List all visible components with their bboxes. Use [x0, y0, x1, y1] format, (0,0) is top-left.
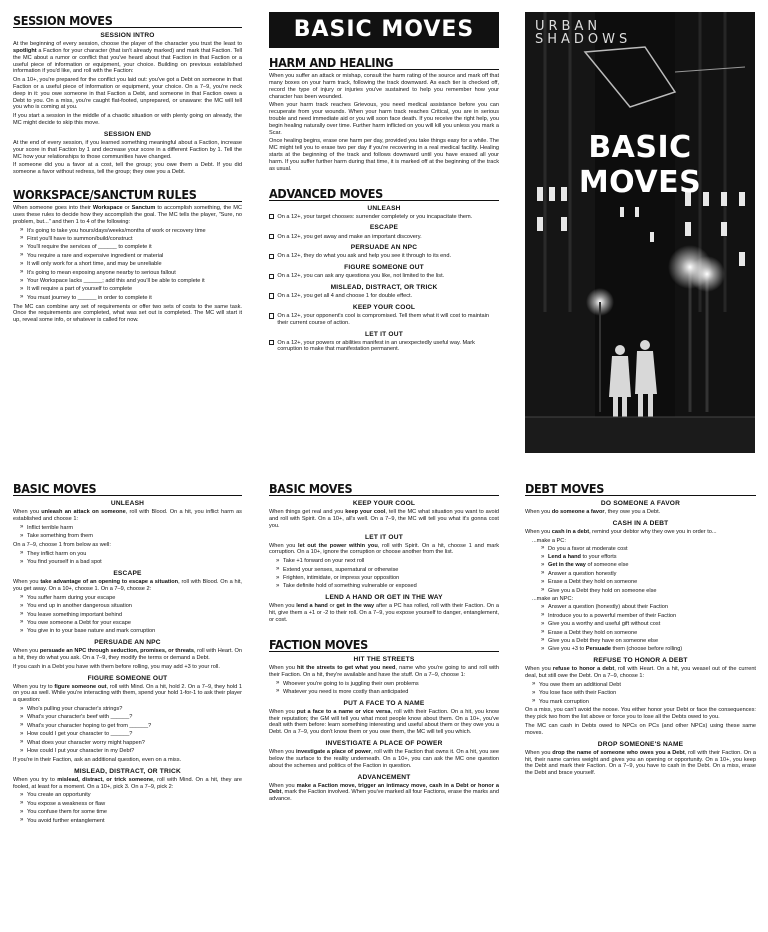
pc-label: ...make a PC: — [532, 537, 566, 544]
list-item: » Extend your senses, supernatural or otherwise — [276, 567, 499, 574]
list-item: » Give you a worthy and useful gift without cost — [541, 621, 756, 628]
list-item: » Erase a Debt they hold on someone — [541, 579, 756, 586]
unleash-options — [20, 525, 242, 540]
session-end-text: At the end of every session, if you learned something meaningful about a Faction, increase your score in that Faction by 1 and decrease your score in a different Faction by 1. Tell the MC how your relationships to those communities have changed. — [13, 139, 242, 160]
adv-cool-checkbox-row[interactable]: On a 12+, your opponent's cool is compromised. Tell them what it will cost to maintain their current course of action. — [269, 313, 499, 327]
mislead-options — [20, 792, 242, 824]
unleash-mid: On a 7–9, choose 1 from below as well: — [13, 542, 111, 548]
list-item: » You expose a weakness or flaw — [20, 801, 242, 808]
list-item: » First you'll have to summon/build/construct — [20, 236, 242, 243]
list-item: » Do you a favor at moderate cost — [541, 546, 756, 553]
face-name-text: When you put a face to a name or vice versa, roll with their Faction. On a hit, you know their reputation; the GM will tell you what most people know about them. On a 10+, you've dealt with them before: learn something interesting and useful about them or they owe you a Debt. On a 7–9, you don't know them or you owe them, the MC will tell you which. — [269, 708, 499, 736]
drop-name-title: DROP SOMEONE'S NAME — [597, 740, 684, 748]
list-item: » Inflict terrible harm — [20, 525, 242, 532]
figure-faction-note: If you're in their Faction, ask an additional question, even on a miss. — [13, 756, 182, 763]
list-item: » You owe someone a Debt for your escape — [20, 620, 242, 627]
list-item: » You give in to your base nature and mark corruption — [20, 628, 242, 635]
list-item: » Give you a Debt they hold on someone else — [541, 588, 756, 595]
harm-text-2: When your harm track reaches Grievous, you need medical assistance before you can recuperate from your wounds. When your harm track reaches Critical, you are in serious trouble and need immediate aid or you will soon face death. If you receive the right help, you begin healing naturally over time. Further harm inflicted on you will kill you unless you mark a Scar. — [269, 102, 499, 136]
checkbox[interactable] — [269, 274, 274, 279]
cash-in-text: When you cash in a debt, remind your debtor why they owe you in order to... — [525, 529, 717, 535]
lend-hand-title: LEND A HAND OR GET IN THE WAY — [325, 594, 443, 602]
list-item: » Give you a Debt they have on someone else — [541, 638, 756, 645]
list-item: » How could I get your character to ______? — [20, 731, 242, 738]
list-item: » It's going to take you hours/days/weeks/months of work or recovery time — [20, 228, 242, 235]
adv-title: FIGURE SOMEONE OUT — [344, 264, 424, 272]
adv-figure-checkbox-row[interactable]: On a 12+, you can ask any questions you like, not limited to the list. — [269, 273, 499, 280]
list-item: » Get in the way of someone else — [541, 562, 756, 569]
list-item: » You suffer harm during your escape — [20, 595, 242, 602]
npc-options — [541, 604, 756, 653]
faction-moves-heading: FACTION MOVES — [269, 638, 499, 652]
cover-image — [525, 12, 755, 453]
list-item: » Give you +3 to Persuade them (choose before rolling) — [541, 646, 756, 653]
list-item: » Your Workspace lacks ______; add this and you'll be able to complete it — [20, 278, 242, 285]
hit-streets-title: HIT THE STREETS — [353, 655, 415, 663]
list-item: » You'll require the services of ______ to complete it — [20, 244, 242, 251]
list-item: » What's your character's beef with ______? — [20, 714, 242, 721]
figure-questions — [20, 706, 242, 755]
list-item: » You owe them an additional Debt — [532, 682, 756, 689]
npc-label: ...make an NPC: — [532, 596, 574, 603]
refuse-honor-text: When you refuse to honor a debt, roll with Heart. On a hit, you weasel out of the current deal, but still owe the Debt. On a 7–9, choose 1: — [525, 666, 756, 679]
do-favor-text: When you do someone a favor, they owe you a Debt. — [525, 509, 661, 516]
list-item: » You find yourself in a bad spot — [20, 559, 242, 566]
checkbox[interactable] — [269, 340, 274, 345]
let-it-out-options — [276, 558, 499, 590]
list-item: » It will only work for a short time, and may be unreliable — [20, 261, 242, 268]
cover-title: BASIC MOVES — [578, 130, 702, 200]
session-end-title: SESSION END — [103, 130, 152, 138]
checkbox[interactable] — [269, 313, 274, 318]
basic-moves-heading: BASIC MOVES — [13, 482, 242, 496]
unleash-options-2 — [20, 551, 242, 566]
adv-persuade-checkbox-row[interactable]: On a 12+, they do what you ask and help you see it through to its end. — [269, 253, 499, 260]
adv-unleash-checkbox-row[interactable]: On a 12+, your target chooses: surrender completely or you incapacitate them. — [269, 214, 499, 221]
checkbox[interactable] — [269, 214, 274, 219]
list-item: » You mark corruption — [532, 699, 756, 706]
checkbox[interactable] — [269, 234, 274, 239]
place-of-power-title: INVESTIGATE A PLACE OF POWER — [325, 740, 443, 748]
place-of-power-text: When you investigate a place of power, roll with the Faction that owns it. On a hit, you see below the surface to the reality underneath. On a 10+, you can ask the MC one question about the schemes and politics of the Faction in question. — [269, 749, 500, 769]
adv-letout-checkbox-row[interactable]: On a 12+, your powers or abilities manifest in an unexpectedly useful way. Mark corruption to make that manifestation permanent. — [269, 340, 499, 354]
workspace-heading: WORKSPACE/SANCTUM RULES — [13, 188, 242, 202]
debt-moves-heading: DEBT MOVES — [525, 482, 756, 496]
adv-title: ESCAPE — [369, 224, 399, 232]
list-item: » Answer a question (honestly) about their Faction — [541, 604, 756, 611]
escape-title: ESCAPE — [113, 570, 142, 578]
list-item: » Erase a Debt they hold on someone — [541, 630, 756, 637]
basic-moves-column-2 — [269, 482, 499, 805]
adv-escape-checkbox-row[interactable]: On a 12+, you get away and make an important discovery. — [269, 234, 499, 241]
persuade-title: PERSUADE AN NPC — [94, 639, 161, 647]
keep-cool-text: When things get real and you keep your cool, tell the MC what situation you want to avoid and roll with Spirit. On a 10+, all's well. On a 7–9, the MC will tell you what it's gonna cost you. — [269, 509, 499, 529]
list-item: » You leave something important behind — [20, 612, 242, 619]
drop-name-text: When you drop the name of someone who owes you a Debt, roll with their Faction. On a hit, their name carries weight and gives you an opening or opportunity. On a 10+, you keep the Debt and mark their Faction. On a 7–9, you have to cash in the Debt. On a miss, erase the Debt and brace yourself. — [525, 749, 756, 777]
escape-options — [20, 595, 242, 635]
session-intro-results: On a 10+, you're prepared for the conflict you laid out: you've got a Debt on someone in that Faction or a useful piece of information or equipment, your choice. On a 7–9, you're neck deep in it: you owe someone in that Faction a Debt, and someone in that Faction owes a Debt to you. On a miss, you're caught flat-footed, unprepared, or unaware: the MC will tell you who is coming at you. — [13, 77, 242, 111]
persuade-text: When you persuade an NPC through seduction, promises, or threats, roll with Heart. On a hit, they do what you ask. On a 7–9, they modify the terms or demand a Debt. — [13, 648, 242, 661]
basic-moves-column-1 — [13, 482, 242, 826]
mislead-text: When you try to mislead, distract, or trick someone, roll with Mind. On a hit, they are fooled, at least for a moment. On a 10+, pick 3. On a 7–9, pick 2: — [13, 776, 242, 790]
list-item: » You lose face with their Faction — [532, 690, 756, 697]
city-night-illustration — [525, 12, 755, 453]
session-column — [13, 14, 242, 326]
persuade-debt: If you cash in a Debt you have with them before rolling, you may add +3 to your roll. — [13, 663, 220, 670]
list-item: » You require a rare and expensive ingredient or material — [20, 253, 242, 260]
list-item: » Whoever you're going to is juggling their own problems — [276, 681, 499, 688]
lend-hand-text: When you lend a hand or get in the way after a PC has rolled, roll with their Faction. On a hit, give them a +1 or -2 to their roll. On a 7–9, you expose yourself to danger, entanglement, or cost. — [269, 603, 499, 623]
let-it-out-title: LET IT OUT — [365, 533, 403, 541]
adv-title: KEEP YOUR COOL — [352, 303, 416, 311]
session-intro-title: SESSION INTRO — [100, 32, 155, 40]
list-item: » You end up in another dangerous situation — [20, 603, 242, 610]
cash-in-title: CASH IN A DEBT — [612, 519, 669, 527]
hit-streets-text: When you hit the streets to get what you need, name who you're going to and roll with their Faction. On a hit, they're available and have the stuff. On a 7–9, choose 1: — [269, 664, 499, 678]
workspace-outro: The MC can combine any set of requirements or offer two sets of costs to the same task. Once the requirements are completed, what was set out is completed. The MC will start it up, reveal some info, or whatever is called for now. — [13, 303, 242, 324]
list-item: » Who's pulling your character's strings? — [20, 706, 242, 713]
hit-streets-options — [276, 681, 499, 696]
checkbox[interactable] — [269, 293, 274, 298]
refuse-miss-text: On a miss, you can't avoid the noose. You either honor your Debt or face the consequences: they pick two from the list above or force you to lose all the Debts owed to you. — [525, 707, 756, 721]
adv-mislead-checkbox-row[interactable]: On a 12+, you get all 4 and choose 1 for double effect. — [269, 293, 499, 300]
harm-text-1: When you suffer an attack or mishap, consult the harm rating of the source and mark off that many boxes on your harm track, following the track downward. As each tier is checked off, record the type of injury or injuries you've sustained to help you remember how your character has been wounded. — [269, 73, 499, 100]
let-it-out-text: When you let out the power within you, roll with Spirit. On a hit, choose 1 and mark corruption. On a 10+, ignore the corruption or choose another from the list. — [269, 542, 500, 556]
urban-shadows-logo: URBAN SHADOWS — [535, 19, 632, 47]
keep-cool-title: KEEP YOUR COOL — [352, 500, 416, 508]
harm-text-3: Once healing begins, erase one harm per day, provided you take things easy for a while. The MC might tell you to erase two per day if you're recovering in a real medical facility. Healing starts at the beginning of the track and follows downward until you have erased all your harm. If you suffer further harm during that time, it is marked off at the beginning of the track as usual. — [269, 138, 499, 172]
advancement-text: When you make a Faction move, trigger an intimacy move, cash in a Debt or honor a Debt, mark the Faction involved. When you've marked all four Factions, erase the marks and advance. — [269, 782, 499, 803]
list-item: » Frighten, intimidate, or impress your opposition — [276, 575, 499, 582]
list-item: » Answer a question honestly — [541, 571, 756, 578]
escape-text: When you take advantage of an opening to escape a situation, roll with Blood. On a hit, you get away. On a 10+, choose 1. On a 7–9, choose 2: — [13, 579, 242, 592]
harm-healing-heading: HARM AND HEALING — [269, 56, 499, 70]
list-item: » It's going to mean exposing anyone nearby to serious fallout — [20, 270, 242, 277]
session-moves-heading: SESSION MOVES — [13, 14, 242, 28]
face-name-title: PUT A FACE TO A NAME — [343, 699, 425, 707]
refuse-honor-title: REFUSE TO HONOR A DEBT — [593, 657, 688, 665]
pc-options — [541, 546, 756, 595]
advancement-title: ADVANCEMENT — [357, 773, 411, 781]
mislead-title: MISLEAD, DISTRACT, OR TRICK — [74, 767, 181, 775]
list-item: » What does your character worry might happen? — [20, 740, 242, 747]
list-item: » Introduce you to a powerful member of their Faction — [541, 613, 756, 620]
refuse-mc-text: The MC can cash in Debts owed to NPCs on PCs (and other NPCs) using these same moves. — [525, 723, 756, 736]
do-favor-title: DO SOMEONE A FAVOR — [600, 500, 681, 508]
adv-title: UNLEASH — [367, 204, 401, 212]
adv-title: LET IT OUT — [365, 330, 403, 338]
list-item: » Lend a hand to your efforts — [541, 554, 756, 561]
list-item: » You create an opportunity — [20, 792, 242, 799]
debt-moves-column — [525, 482, 756, 779]
list-item: » It will require a part of yourself to complete — [20, 286, 242, 293]
list-item: » How could I put your character in my Debt? — [20, 748, 242, 755]
workspace-requirements-list — [20, 228, 242, 302]
figure-text: When you try to figure someone out, roll with Mind. On a hit, hold 2. On a 7–9, they hold 1 on you as well. While you're interacting with them, spend your hold 1-for-1 to ask their player a question: — [13, 683, 242, 704]
list-item: » Take something from them — [20, 533, 242, 540]
unleash-title: UNLEASH — [110, 500, 145, 508]
adv-title: MISLEAD, DISTRACT, OR TRICK — [330, 284, 438, 291]
list-item: » You avoid further entanglement — [20, 818, 242, 825]
list-item: » You confuse them for some time — [20, 809, 242, 816]
list-item: » What's your character hoping to get from ______? — [20, 723, 242, 730]
basic-moves-banner: BASIC MOVES — [269, 12, 499, 48]
list-item: » You must journey to ______ in order to complete it — [20, 295, 242, 302]
list-item: » Whatever you need is more costly than anticipated — [276, 689, 499, 696]
session-end-debts: If someone did you a favor at a cost, tell the group; you owe them a Debt. If you did someone a favor without redress, tell the group; they owe you a Debt. — [13, 162, 242, 176]
list-item: » Take +1 forward on your next roll — [276, 558, 499, 565]
list-item: » They inflict harm on you — [20, 551, 242, 558]
session-intro-text: At the beginning of every session, choose the player of the character you trust the least to spotlight a Faction for your character (that isn't already marked) and mark that Faction. Tell the MC about a rumor or conflict that you've heard about that Faction in that Faction or a useful piece of information or equipment, your choice. Building on previous established information if you'd like, and roll with the Faction: — [13, 41, 242, 75]
basic-moves-heading-2: BASIC MOVES — [269, 482, 499, 496]
adv-title: PERSUADE AN NPC — [350, 244, 418, 252]
figure-title: FIGURE SOMEONE OUT — [87, 674, 168, 682]
unleash-text: When you unleash an attack on someone, roll with Blood. On a hit, you inflict harm as established and choose 1: — [13, 509, 242, 522]
harm-column — [269, 56, 499, 354]
advanced-moves-heading: ADVANCED MOVES — [269, 187, 499, 201]
checkbox[interactable] — [269, 254, 274, 259]
workspace-intro: When someone goes into their Workspace or Sanctum to accomplish something, the MC uses these rules to decide how they accomplish the goal. The MC tells the player, "Sure, no problem, but..." and then 1 to 4 of the following: — [13, 205, 242, 225]
list-item: » Take definite hold of something vulnerable or exposed — [276, 583, 499, 590]
session-intro-skip: If you start a session in the middle of a chaotic situation or with plenty going on already, the MC might decide to skip this move. — [13, 113, 242, 127]
refuse-options — [532, 682, 756, 706]
